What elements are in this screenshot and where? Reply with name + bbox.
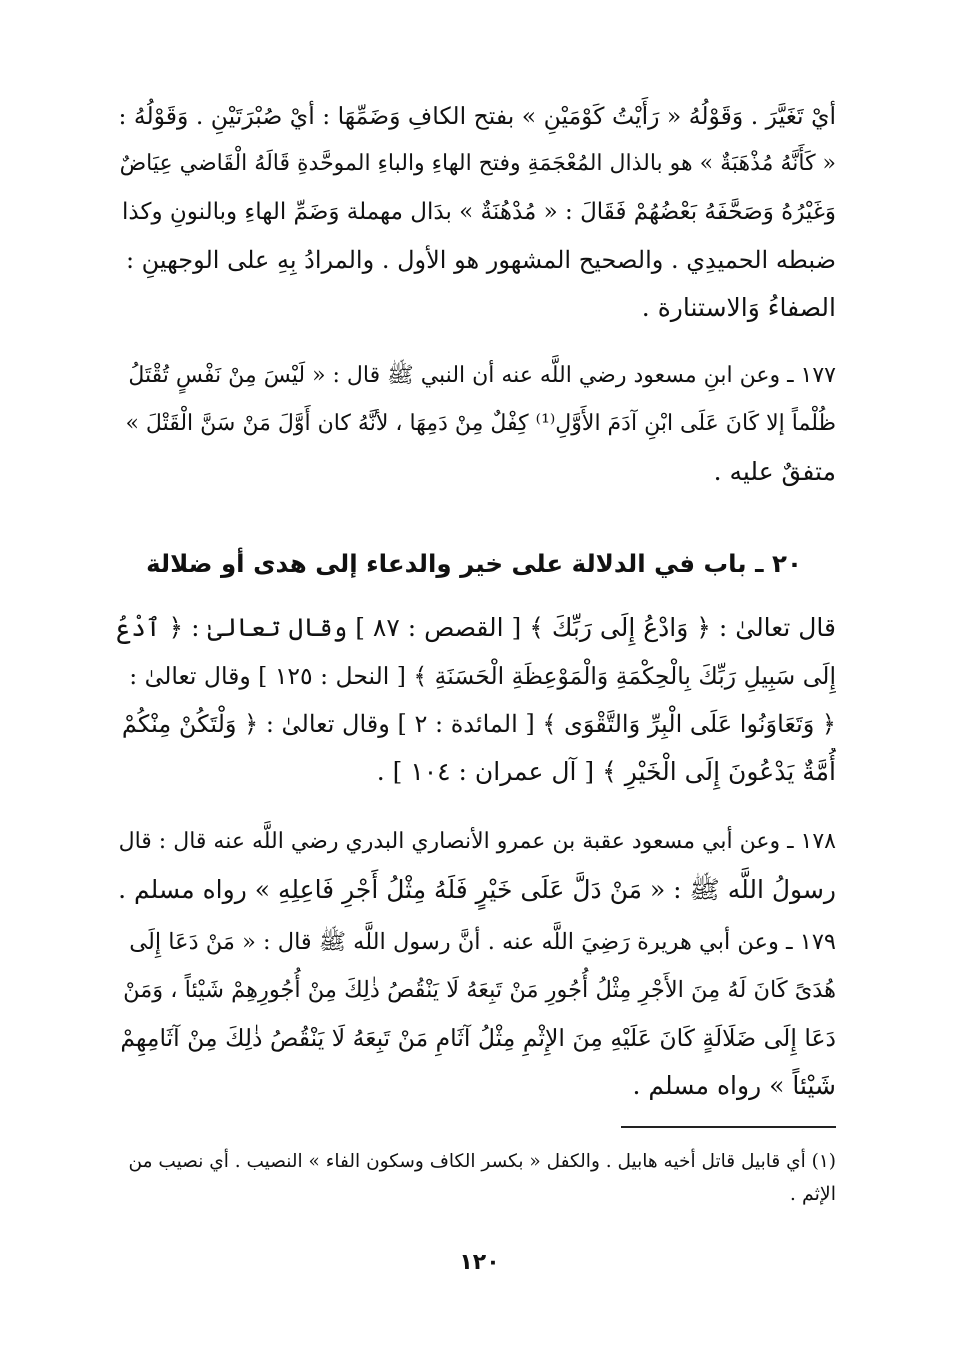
text-line: أيْ تَغَيَّرَ . وَقَوْلُهُ « رَأَيْتُ كَوْمَيْنِ » بفتح الكافِ وَضَمِّهَا : أيْ صُبْرَتَيْنِ . وَقَوْلُهُ : [118,102,836,130]
hadith-178 [116,818,836,914]
text-line: ١٧٧ ـ وعن ابنِ مسعود رضي اللَّه عنه أن النبي ﷺ قال : « لَيْسَ مِنْ نَفْسٍ تُقْتَلُ [128,363,836,388]
text-line: رسولُ اللَّه ﷺ : « مَنْ دَلَّ عَلَى خَيْرٍ فَلَهُ مِثْلُ أَجْرِ فَاعِلِهِ » رواه مسلم . [118,875,836,904]
text-line: « كَأَنَّهُ مُذْهَبَةٌ » هو بالذال المُعْجَمَةِ وفتح الهاءِ والباءِ الموحَّدةِ قَالَهُ الْقَاضي عِيَاضٌ [119,151,836,176]
commentary-paragraph [116,92,836,332]
text-line: ظُلْماً إلا كَانَ عَلَى ابْنِ آدَمَ الأَوَّلِ⁽¹⁾ كِفْلٌ مِنْ دَمِهَا ، لأنَّهُ كان أَوَّلَ مَنْ سَنَّ الْقَتْلَ » [125,411,836,436]
text-line: قال تعالىٰ : ﴿ وَادْعُ إِلَى رَبِّكَ ﴾ [ القصص : ٨٧ ] وقال تعالىٰ : ﴿ ٱدْعُ [116,613,836,642]
page-number: ١٢٠ [459,1250,500,1275]
text-line: شَيْئاً » رواه مسلم . [632,1071,836,1100]
hadith-179 [116,918,836,1110]
quran-verses-paragraph [116,604,836,796]
text-line: ١٧٩ ـ وعن أبي هريرة رَضِيَ اللَّه عنه . أنَّ رسول اللَّه ﷺ قال : « مَنْ دَعَا إِلَى [129,929,836,955]
chapter-heading: ٢٠ ـ باب في الدلالة على خير والدعاء إلى هدى أو ضلالة [146,549,802,578]
text-line: متفقٌ عليه . [713,457,836,486]
text-line: إِلَى سَبِيلِ رَبِّكَ بِالْحِكْمَةِ وَالْمَوْعِظَةِ الْحَسَنَةِ ﴾ [ النحل : ١٢٥ ] وقال تعالىٰ : [129,662,836,690]
footnote [116,1146,836,1210]
text-line: وَغَيْرُهُ وَصَحَّفَهُ بَعْضُهُمْ فَقَالَ : « مُدْهُنَةٌ » بدَال مهملة وَضَمِّ الهاءِ وبالنونِ وكذا [122,199,836,225]
footnote-divider [621,1126,836,1128]
text-line: ضبطه الحميدِي . والصحيح المشهور هو الأول . والمرادُ بِهِ على الوجهينِ : [125,246,836,274]
footnote-line: الإثم . [789,1183,836,1205]
text-line: ١٧٨ ـ وعن أبي مسعود عقبة بن عمرو الأنصاري البدري رضي اللَّه عنه قال : قال [118,829,836,854]
text-line: هُدَىً كَانَ لَهُ مِنَ الأَجْرِ مِثْلُ أُجُورِ مَنْ تَبِعَهُ لَا يَنْقُصُ ذٰلِكَ مِنْ أُجُورِهِمْ شَيْئاً ، وَمَنْ [123,977,836,1003]
hadith-177 [116,352,836,496]
text-line: الصفاءُ وَالاستنارة . [641,293,836,322]
text-line: ﴿ وَتَعَاوَنُوا عَلَى الْبِرِّ وَالتَّقْوَى ﴾ [ المائدة : ٢ ] وقال تعالىٰ : ﴿ وَلْتَكُنْ مِنْكُمْ [121,710,836,738]
footnote-line: (١) أي قابيل قاتل أخيه هابيل . والكفل « بكسر الكاف وسكون الفاء » النصيب . أي نصيب من [128,1151,836,1172]
text-line: أُمَّةٌ يَدْعُونَ إِلَى الْخَيْرِ ﴾ [ آل عمران : ١٠٤ ] . [376,757,836,786]
text-line: دَعَا إِلَى ضَلَالَةٍ كَانَ عَلَيْهِ مِنَ الإِثْمِ مِثْلُ آثَامِ مَنْ تَبِعَهُ لَا يَنْقُصُ ذٰلِكَ مِنْ آثَامِهِمْ [120,1024,836,1052]
